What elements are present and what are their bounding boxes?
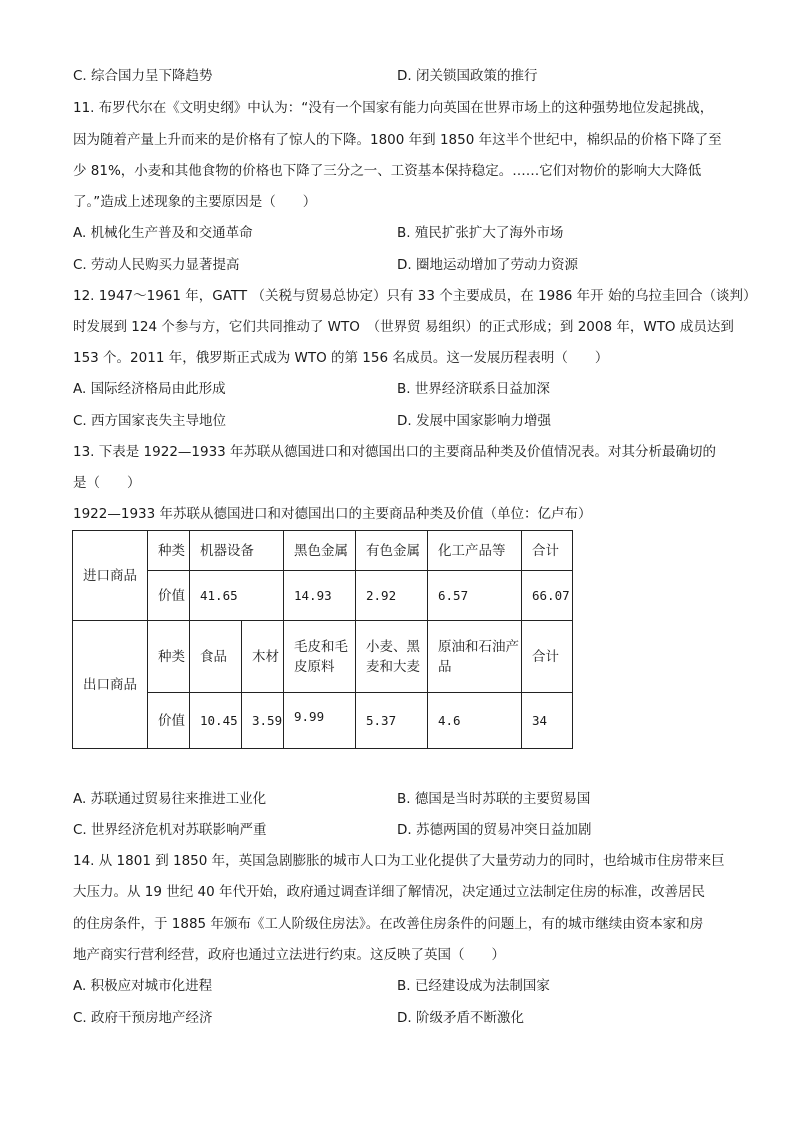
- import-category-machinery: 机器设备: [190, 531, 284, 571]
- export-category-total: 合计: [522, 621, 573, 693]
- q11-option-b[interactable]: B. 殖民扩张扩大了海外市场: [397, 225, 564, 241]
- export-value-grain: 5.37: [356, 693, 428, 749]
- import-value-machinery: 41.65: [190, 571, 284, 621]
- q13-option-d[interactable]: D. 苏德两国的贸易冲突日益加剧: [397, 822, 592, 838]
- q13-table-caption: 1922—1933 年苏联从德国进口和对德国出口的主要商品种类及价值（单位：亿卢布）: [73, 506, 592, 522]
- export-row-label: 出口商品: [73, 621, 148, 749]
- export-value-label: 价值: [148, 693, 190, 749]
- export-kind-label: 种类: [148, 621, 190, 693]
- import-value-total: 66.07: [522, 571, 573, 621]
- export-category-oil: 原油和石油产品: [428, 621, 522, 693]
- import-value-label: 价值: [148, 571, 190, 621]
- export-category-grain: 小麦、黑麦和大麦: [356, 621, 428, 693]
- q11-stem-line-2: 因为随着产量上升而来的是价格有了惊人的下降。1800 年到 1850 年这半个世纪中，棉织品的价格下降了至: [73, 132, 722, 148]
- import-value-chemicals: 6.57: [428, 571, 522, 621]
- q11-stem-line-4: 了。”造成上述现象的主要原因是（ ）: [73, 194, 317, 210]
- export-value-furs: 9.99: [284, 693, 356, 749]
- trade-table: [72, 530, 573, 749]
- import-value-ferrous: 14.93: [284, 571, 356, 621]
- import-category-ferrous: 黑色金属: [284, 531, 356, 571]
- q14-stem-line-1: 14. 从 1801 到 1850 年，英国急剧膨胀的城市人口为工业化提供了大量劳动力的同时，也给城市住房带来巨: [73, 853, 725, 869]
- q13-option-b[interactable]: B. 德国是当时苏联的主要贸易国: [397, 791, 591, 807]
- q13-stem-line-2: 是（ ）: [73, 475, 141, 491]
- q12-stem-line-3: 153 个。2011 年，俄罗斯正式成为 WTO 的第 156 名成员。这一发展历程表明（ ）: [73, 350, 609, 366]
- q11-stem-line-3: 少 81%，小麦和其他食物的价格也下降了三分之一、工资基本保持稳定。……它们对物价的影响大大降低: [73, 163, 702, 179]
- q12-option-d[interactable]: D. 发展中国家影响力增强: [397, 413, 551, 429]
- q10-option-d[interactable]: D. 闭关锁国政策的推行: [397, 68, 538, 84]
- import-category-chemicals: 化工产品等: [428, 531, 522, 571]
- export-value-timber: 3.59: [242, 693, 284, 749]
- q11-option-d[interactable]: D. 圈地运动增加了劳动力资源: [397, 257, 578, 273]
- q14-option-b[interactable]: B. 已经建设成为法制国家: [397, 978, 550, 994]
- import-value-nonferrous: 2.92: [356, 571, 428, 621]
- q12-option-c[interactable]: C. 西方国家丧失主导地位: [73, 413, 227, 429]
- q14-stem-line-2: 大压力。从 19 世纪 40 年代开始，政府通过调查详细了解情况，决定通过立法制定住房的标准，改善居民: [73, 884, 706, 900]
- export-category-food: 食品: [190, 621, 242, 693]
- import-row-label: 进口商品: [73, 531, 148, 621]
- export-category-furs: 毛皮和毛皮原料: [284, 621, 356, 693]
- import-category-total: 合计: [522, 531, 573, 571]
- q11-option-c[interactable]: C. 劳动人民购买力显著提高: [73, 257, 240, 273]
- export-value-food: 10.45: [190, 693, 242, 749]
- q11-stem-line-1: 11. 布罗代尔在《文明史纲》中认为：“没有一个国家有能力向英国在世界市场上的这种强势地位发起挑战，: [73, 100, 714, 116]
- export-value-total: 34: [522, 693, 573, 749]
- q14-option-a[interactable]: A. 积极应对城市化进程: [73, 978, 213, 994]
- q12-option-b[interactable]: B. 世界经济联系日益加深: [397, 381, 550, 397]
- export-category-timber: 木材: [242, 621, 284, 693]
- q14-stem-line-3: 的住房条件，于 1885 年颁布《工人阶级住房法》。在改善住房条件的问题上，有的城市继续由资本家和房: [73, 916, 704, 932]
- q13-stem-line-1: 13. 下表是 1922—1933 年苏联从德国进口和对德国出口的主要商品种类及价值情况表。对其分析最确切的: [73, 444, 717, 460]
- import-category-nonferrous: 有色金属: [356, 531, 428, 571]
- q10-option-c[interactable]: C. 综合国力呈下降趋势: [73, 68, 213, 84]
- q14-option-d[interactable]: D. 阶级矛盾不断激化: [397, 1010, 524, 1026]
- q11-option-a[interactable]: A. 机械化生产普及和交通革命: [73, 225, 253, 241]
- q13-option-c[interactable]: C. 世界经济危机对苏联影响严重: [73, 822, 267, 838]
- q12-stem-line-2: 时发展到 124 个参与方，它们共同推动了 WTO （世界贸 易组织）的正式形成；到 2008 年，WTO 成员达到: [73, 319, 734, 335]
- q14-stem-line-4: 地产商实行营利经营，政府也通过立法进行约束。这反映了英国（ ）: [73, 947, 505, 963]
- q13-option-a[interactable]: A. 苏联通过贸易往来推进工业化: [73, 791, 267, 807]
- q12-option-a[interactable]: A. 国际经济格局由此形成: [73, 381, 226, 397]
- export-value-oil: 4.6: [428, 693, 522, 749]
- q12-stem-line-1: 12. 1947～1961 年，GATT （关税与贸易总协定）只有 33 个主要成员，在 1986 年开 始的乌拉圭回合（谈判）: [73, 288, 757, 304]
- import-kind-label: 种类: [148, 531, 190, 571]
- q14-option-c[interactable]: C. 政府干预房地产经济: [73, 1010, 213, 1026]
